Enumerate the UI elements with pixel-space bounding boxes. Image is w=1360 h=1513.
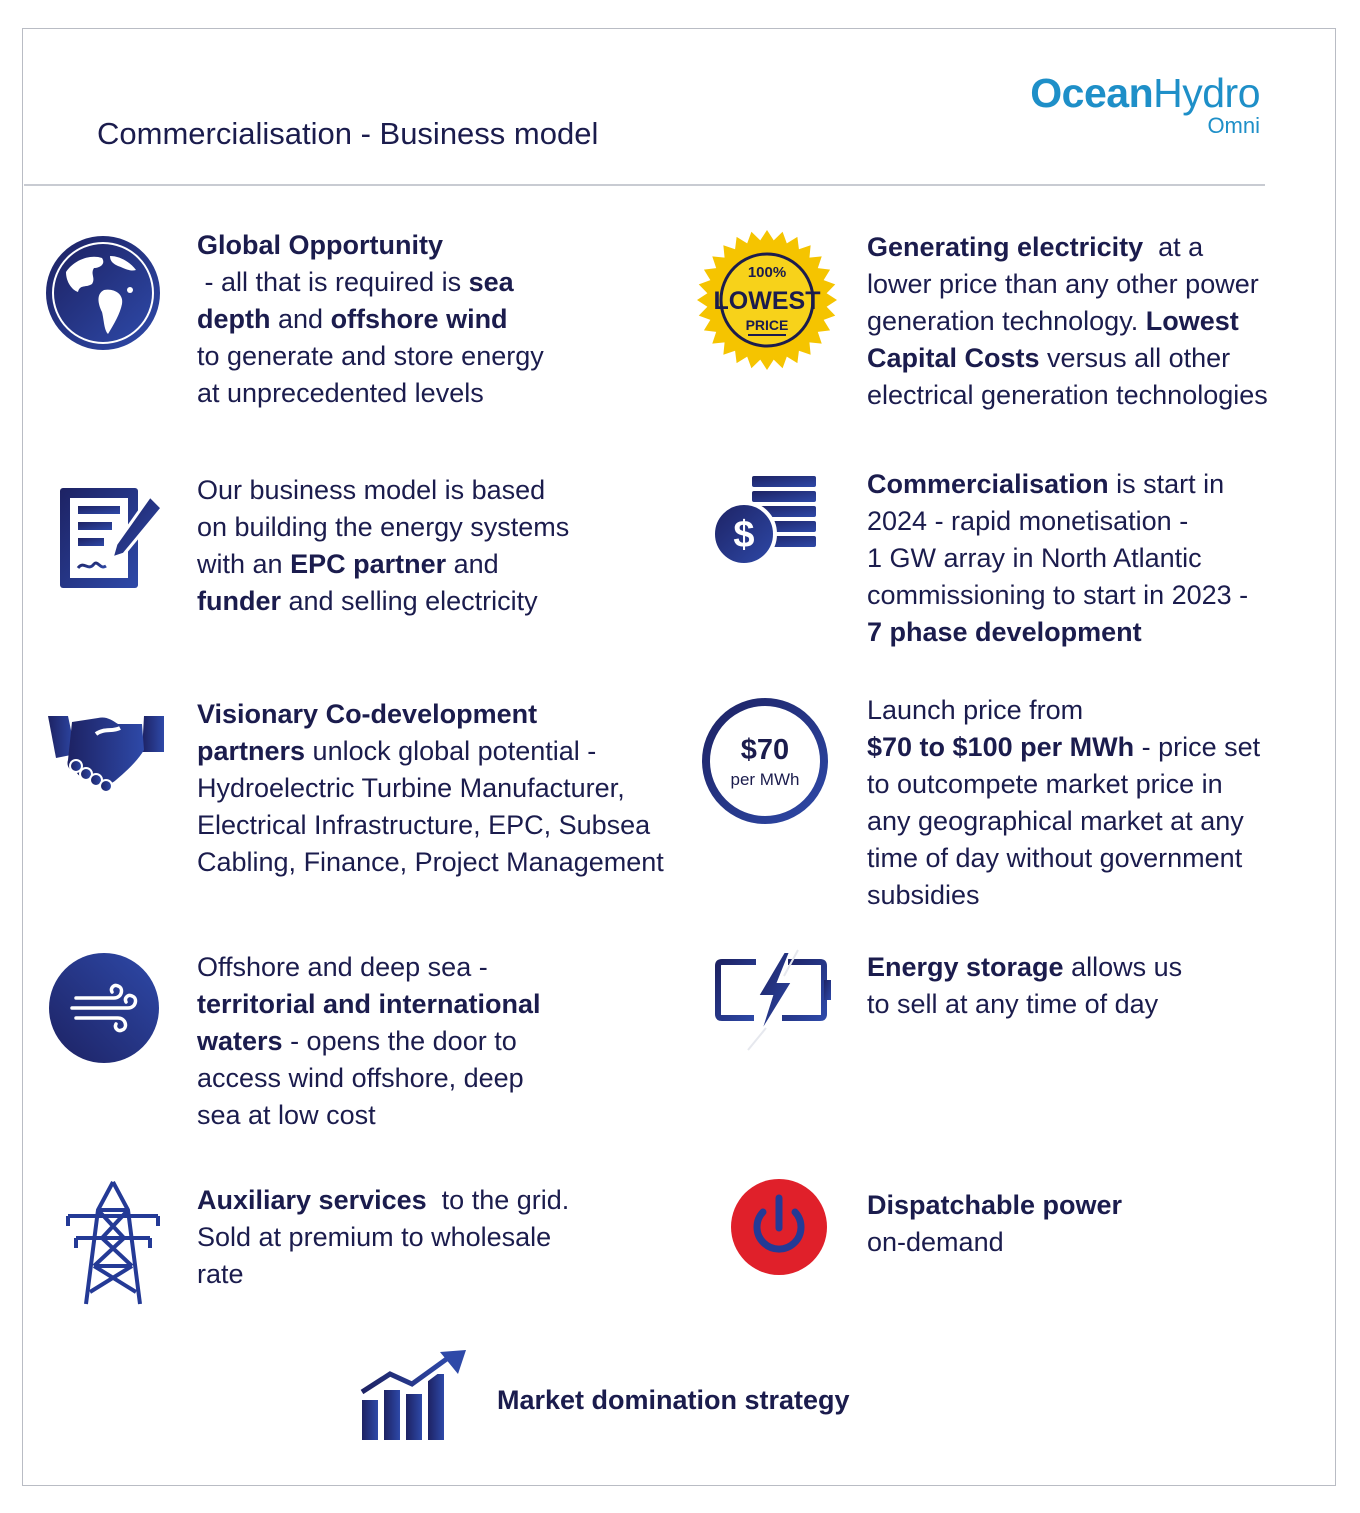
text-line — [197, 696, 664, 733]
svg-text:PRICE: PRICE — [745, 317, 789, 333]
text-line — [867, 1224, 1122, 1261]
text-run: 2024 - rapid monetisation - — [867, 506, 1189, 536]
text-line — [197, 1023, 541, 1060]
text-run: lower price than any other power — [867, 269, 1259, 299]
bold-run: Commercialisation — [867, 469, 1109, 499]
bold-run: sea — [468, 267, 514, 297]
commercialisation-text — [867, 466, 1248, 651]
text-line — [197, 264, 544, 301]
text-run: sea at low cost — [197, 1100, 376, 1130]
bold-run: funder — [197, 586, 281, 616]
text-line — [197, 509, 569, 546]
bold-run: offshore wind — [330, 304, 508, 334]
handshake-icon — [46, 710, 166, 796]
text-run: and selling electricity — [281, 586, 538, 616]
text-run: at a — [1143, 232, 1204, 262]
global-opportunity-text — [197, 227, 544, 412]
contract-icon — [58, 484, 164, 592]
svg-text:100%: 100% — [747, 264, 787, 281]
dollar-coins-icon — [712, 474, 818, 566]
text-line — [867, 986, 1182, 1023]
text-line — [197, 986, 541, 1023]
text-line — [867, 766, 1260, 803]
text-line — [867, 577, 1248, 614]
battery-bolt-icon — [714, 946, 834, 1054]
bold-run: depth — [197, 304, 271, 334]
oceanhydro-logo: OceanHydro Omni — [1030, 70, 1260, 138]
text-line — [867, 1187, 1122, 1224]
bold-run: Generating electricity — [867, 232, 1144, 262]
bold-run: $70 to $100 per MWh — [867, 732, 1135, 762]
text-line — [867, 729, 1260, 766]
wind-icon — [48, 952, 160, 1064]
text-run: - price set — [1134, 732, 1261, 762]
text-line — [197, 583, 569, 620]
text-run: is start in — [1108, 469, 1225, 499]
text-line — [867, 803, 1260, 840]
bold-run: territorial and international — [197, 989, 541, 1019]
power-button-icon — [730, 1178, 828, 1276]
bold-run: 7 phase development — [867, 617, 1142, 647]
text-run: Launch price from — [867, 695, 1084, 725]
offshore-waters-text — [197, 949, 541, 1134]
launch-price-text — [867, 692, 1260, 914]
text-line — [867, 340, 1268, 377]
bold-run: partners — [197, 736, 306, 766]
price-ring-icon — [700, 696, 830, 826]
text-run: and — [270, 304, 331, 334]
text-line — [197, 338, 544, 375]
text-line — [197, 733, 664, 770]
text-run: - opens the door to — [282, 1026, 517, 1056]
text-line — [197, 949, 541, 986]
co-development-text — [197, 696, 664, 881]
text-run: to generate and store energy — [197, 341, 544, 371]
text-line — [197, 375, 544, 412]
text-line — [197, 227, 544, 264]
market-domination-text: Market domination strategy — [497, 1385, 850, 1415]
bold-run: Visionary Co-development — [197, 699, 538, 729]
text-line — [197, 1219, 569, 1256]
text-line — [867, 840, 1260, 877]
text-run: Our business model is based — [197, 475, 546, 505]
text-run: Cabling, Finance, Project Management — [197, 847, 664, 877]
text-run: with an — [197, 549, 291, 579]
pylon-icon — [62, 1180, 164, 1306]
bold-run: Auxiliary services — [197, 1185, 427, 1215]
text-run: and — [446, 549, 499, 579]
svg-text:$70: $70 — [740, 734, 790, 766]
text-line — [867, 466, 1248, 503]
text-line — [867, 503, 1248, 540]
text-run: at unprecedented levels — [197, 378, 484, 408]
page-title: Commercialisation - Business model — [97, 116, 599, 151]
text-run: commissioning to start in 2023 - — [867, 580, 1249, 610]
text-line — [197, 770, 664, 807]
text-run: to the grid. — [426, 1185, 570, 1215]
bold-run: Global Opportunity — [197, 230, 443, 260]
text-run: to outcompete market price in — [867, 769, 1223, 799]
text-line — [867, 540, 1248, 577]
text-line — [197, 807, 664, 844]
bold-run: EPC partner — [290, 549, 447, 579]
svg-text:LOWEST: LOWEST — [713, 287, 821, 315]
text-run: to sell at any time of day — [867, 989, 1159, 1019]
text-run: on building the energy systems — [197, 512, 570, 542]
text-line — [867, 949, 1182, 986]
bold-run: waters — [197, 1026, 283, 1056]
text-run: Electrical Infrastructure, EPC, Subsea — [197, 810, 651, 840]
text-line — [867, 692, 1260, 729]
text-line — [867, 614, 1248, 651]
text-run: 1 GW array in North Atlantic — [867, 543, 1202, 573]
text-line — [197, 472, 569, 509]
generating-electricity-text — [867, 229, 1268, 414]
dispatchable-power-text — [867, 1187, 1122, 1261]
text-run: rate — [197, 1259, 244, 1289]
text-line — [197, 546, 569, 583]
text-run: Sold at premium to wholesale — [197, 1222, 552, 1252]
energy-storage-text — [867, 949, 1182, 1023]
text-line — [867, 229, 1268, 266]
text-line — [197, 1256, 569, 1293]
text-run: Hydroelectric Turbine Manufacturer, — [197, 773, 625, 803]
text-line — [867, 303, 1268, 340]
business-model-text — [197, 472, 569, 620]
text-run: Offshore and deep sea - — [197, 952, 488, 982]
bold-run: Energy storage — [867, 952, 1064, 982]
growth-chart-icon — [360, 1350, 470, 1442]
text-run: generation technology. — [867, 306, 1146, 336]
text-run: access wind offshore, deep — [197, 1063, 524, 1093]
bold-run: Capital Costs — [867, 343, 1040, 373]
text-run: unlock global potential - — [305, 736, 597, 766]
globe-icon — [44, 234, 162, 352]
text-run: electrical generation technologies — [867, 380, 1268, 410]
text-run: on-demand — [867, 1227, 1004, 1257]
text-run: versus all other — [1039, 343, 1231, 373]
header-divider — [24, 184, 1265, 186]
bold-run: Lowest — [1145, 306, 1239, 336]
text-run: - all that is required is — [197, 267, 469, 297]
text-run: allows us — [1063, 952, 1183, 982]
text-line — [197, 301, 544, 338]
text-line — [197, 1097, 541, 1134]
text-line — [197, 844, 664, 881]
svg-text:$: $ — [733, 514, 755, 556]
text-run: time of day without government — [867, 843, 1243, 873]
text-run: subsidies — [867, 880, 980, 910]
text-line — [867, 266, 1268, 303]
text-line — [197, 1182, 569, 1219]
text-line — [867, 877, 1260, 914]
text-line — [197, 1060, 541, 1097]
auxiliary-services-text — [197, 1182, 569, 1293]
lowest-price-badge-icon — [696, 229, 838, 371]
bold-run: Dispatchable power — [867, 1190, 1123, 1220]
svg-text:per MWh: per MWh — [730, 770, 800, 789]
text-line — [867, 377, 1268, 414]
text-run: any geographical market at any — [867, 806, 1244, 836]
